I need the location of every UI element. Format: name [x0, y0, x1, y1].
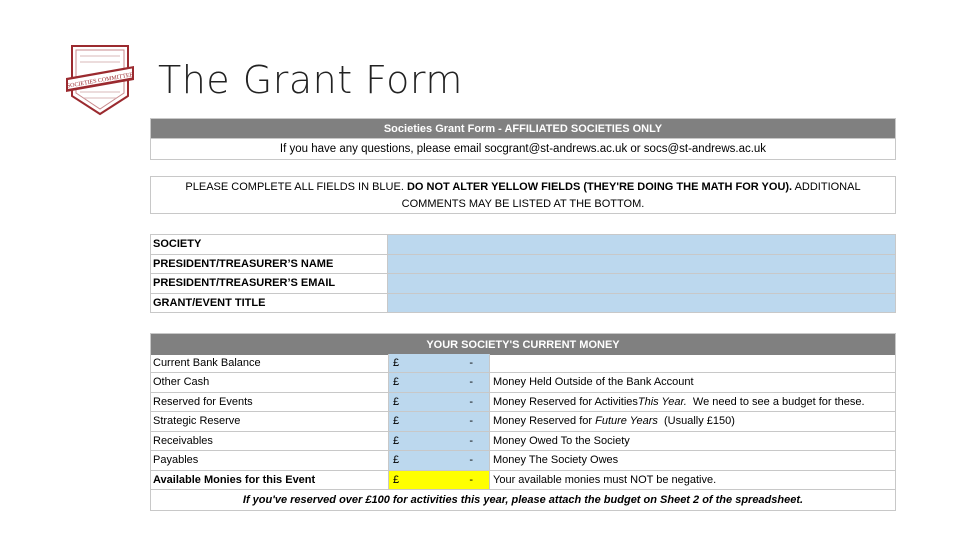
form-title: Societies Grant Form - AFFILIATED SOCIETIES ONLY — [151, 119, 895, 138]
money-label: Reserved for Events — [151, 393, 389, 412]
money-table-title: YOUR SOCIETY'S CURRENT MONEY — [151, 334, 895, 355]
notice-part1: PLEASE COMPLETE ALL FIELDS IN BLUE. — [185, 181, 404, 193]
money-row — [151, 412, 895, 432]
available-monies-value: - — [419, 471, 490, 490]
strategic-reserve-input[interactable]: - — [419, 412, 490, 431]
money-note: Money The Society Owes — [493, 454, 619, 467]
money-label: Strategic Reserve — [151, 412, 389, 431]
info-label: SOCIETY — [150, 235, 388, 254]
currency-symbol: £ — [389, 432, 419, 451]
receivables-input[interactable]: - — [419, 432, 490, 451]
society-info-table — [150, 234, 896, 313]
budget-footer-note: If you've reserved over £100 for activities this year, please attach the budget on Sheet 2 of the spreadsheet. — [242, 493, 804, 506]
note-text: We need to see a budget for these. — [686, 395, 865, 408]
current-money-table — [150, 333, 896, 511]
info-row-name — [150, 255, 896, 275]
currency-symbol: £ — [389, 354, 419, 373]
contact-line: If you have any questions, please email socgrant@st-andrews.ac.uk or socs@st-andrews.ac.uk — [279, 143, 767, 155]
money-label: Receivables — [151, 432, 389, 451]
money-note: Your available monies must NOT be negative. — [493, 473, 717, 486]
bank-balance-input[interactable]: - — [419, 354, 490, 373]
event-title-input[interactable] — [388, 294, 896, 313]
info-row-email — [150, 274, 896, 294]
notice-part2: DO NOT ALTER YELLOW FIELDS (THEY'RE DOING THE MATH FOR YOU). — [406, 181, 793, 193]
money-label: Other Cash — [151, 373, 389, 392]
notice-part3: ADDITIONAL COMMENTS MAY BE LISTED AT THE BOTTOM. — [401, 181, 861, 210]
money-row — [151, 432, 895, 452]
money-note — [490, 354, 895, 373]
form-header — [150, 118, 896, 160]
currency-symbol: £ — [389, 451, 419, 470]
other-cash-input[interactable]: - — [419, 373, 490, 392]
instructions-notice — [150, 176, 896, 214]
note-emphasis: This Year. — [637, 395, 687, 408]
currency-symbol: £ — [389, 373, 419, 392]
currency-symbol: £ — [389, 393, 419, 412]
money-row — [151, 451, 895, 471]
reserved-events-input[interactable]: - — [419, 393, 490, 412]
note-text: Money Reserved for Activities — [493, 395, 638, 408]
societies-committee-logo — [66, 42, 134, 118]
money-row — [151, 373, 895, 393]
note-text: Money Reserved for — [493, 415, 596, 428]
slide-title: The Grant Form — [158, 58, 463, 102]
info-label: PRESIDENT/TREASURER’S NAME — [150, 255, 388, 274]
info-label: PRESIDENT/TREASURER’S EMAIL — [150, 274, 388, 293]
money-note — [490, 412, 895, 431]
note-emphasis: Future Years — [595, 415, 658, 428]
money-note: Money Held Outside of the Bank Account — [493, 376, 694, 389]
currency-symbol: £ — [389, 412, 419, 431]
money-note — [490, 393, 895, 412]
money-row — [151, 393, 895, 413]
money-note: Money Owed To the Society — [493, 434, 630, 447]
info-row-society — [150, 235, 896, 255]
currency-symbol: £ — [389, 471, 419, 490]
svg-text:SOCIETIES COMMITTEE: SOCIETIES COMMITTEE — [66, 72, 134, 90]
name-input[interactable] — [388, 255, 896, 274]
crest-logo-icon — [66, 42, 134, 118]
note-text: (Usually £150) — [657, 415, 735, 428]
money-label: Available Monies for this Event — [151, 471, 389, 490]
info-row-title — [150, 294, 896, 314]
info-label: GRANT/EVENT TITLE — [150, 294, 388, 313]
money-row-total — [151, 471, 895, 491]
society-input[interactable] — [388, 235, 896, 254]
money-label: Payables — [151, 451, 389, 470]
money-row — [151, 354, 895, 374]
payables-input[interactable]: - — [419, 451, 490, 470]
email-input[interactable] — [388, 274, 896, 293]
money-label: Current Bank Balance — [151, 354, 389, 373]
